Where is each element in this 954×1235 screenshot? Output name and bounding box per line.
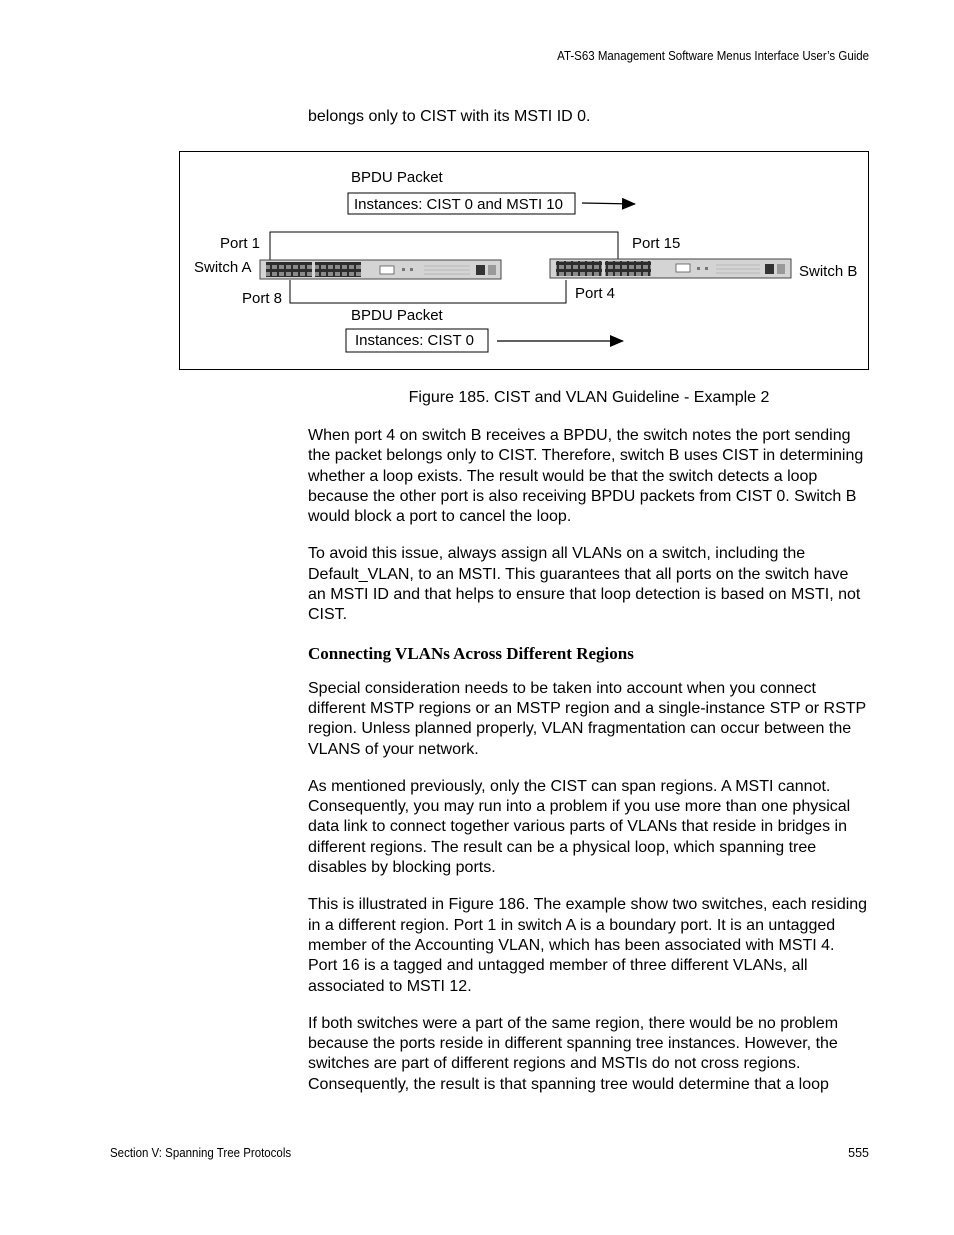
port15-label: Port 15: [632, 235, 681, 252]
port8-label: Port 8: [242, 290, 283, 307]
switch-a-device: [260, 260, 501, 279]
bottom-packet-instances: Instances: CIST 0: [355, 332, 474, 349]
footer-section: Section V: Spanning Tree Protocols: [110, 1146, 292, 1160]
figure-185: [179, 151, 869, 370]
paragraph: To avoid this issue, always assign all VLANs on a switch, including the Default_VLAN, to an MSTI. This guarantees that all ports on the switch have an MSTI ID and that helps to ensure that loop detection is based on MSTI, not CIST.: [308, 545, 861, 624]
bottom-packet-label: BPDU Packet: [351, 307, 443, 324]
figure-caption: Figure 185. CIST and VLAN Guideline - Example 2: [408, 389, 770, 406]
section-heading: Connecting VLANs Across Different Regions: [308, 643, 634, 663]
running-header: AT-S63 Management Software Menus Interface User’s Guide: [557, 49, 869, 63]
paragraph: When port 4 on switch B receives a BPDU, the switch notes the port sending the packet belongs only to CIST. Therefore, switch B uses CIST in determining whether a loop exists. The result would be that the switch detects a loop because the other port is also receiving BPDU packets from CIST 0. Switch B would block a port to cancel the loop.: [308, 427, 864, 526]
top-arrow: [582, 203, 635, 204]
switch-b-label: Switch B: [799, 263, 858, 280]
top-packet-label: BPDU Packet: [351, 169, 443, 186]
link-port1-port15: [270, 232, 618, 262]
network-diagram: [180, 152, 870, 371]
link-port8-port4: [290, 280, 566, 303]
port1-label: Port 1: [220, 235, 261, 252]
intro-text: belongs only to CIST with its MSTI ID 0.: [308, 108, 591, 125]
port4-label: Port 4: [575, 285, 616, 302]
switch-a-label: Switch A: [194, 259, 252, 276]
switch-b-device: [550, 259, 791, 278]
paragraph: Special consideration needs to be taken into account when you connect different MSTP regions or an MSTP region and a single-instance STP or RSTP region. Unless planned properly, VLAN fragmentation can occur between the VLANS of your network.: [308, 679, 866, 758]
top-packet-instances: Instances: CIST 0 and MSTI 10: [354, 196, 563, 213]
page-number: 555: [848, 1146, 869, 1160]
paragraph: As mentioned previously, only the CIST can span regions. A MSTI cannot. Consequently, you may run into a problem if you use more than one physical data link to connect together various parts of VLANs that reside in bridges in different regions. The result can be a physical loop, which spanning tree disables by blocking ports.: [308, 777, 851, 877]
paragraph: If both switches were a part of the same region, there would be no problem because the ports reside in different spanning tree instances. However, the switches are part of different regions and MSTIs do not cross regions. Consequently, the result is that spanning tree would determine that a loop: [308, 1014, 839, 1093]
paragraph: This is illustrated in Figure 186. The example show two switches, each residing in a different region. Port 1 in switch A is a boundary port. It is an untagged member of the Accounting VLAN, which has been associated with MSTI 4. Port 16 is a tagged and untagged member of three different VLANs, all associated to MSTI 12.: [308, 896, 868, 995]
body-text: [308, 426, 868, 1112]
